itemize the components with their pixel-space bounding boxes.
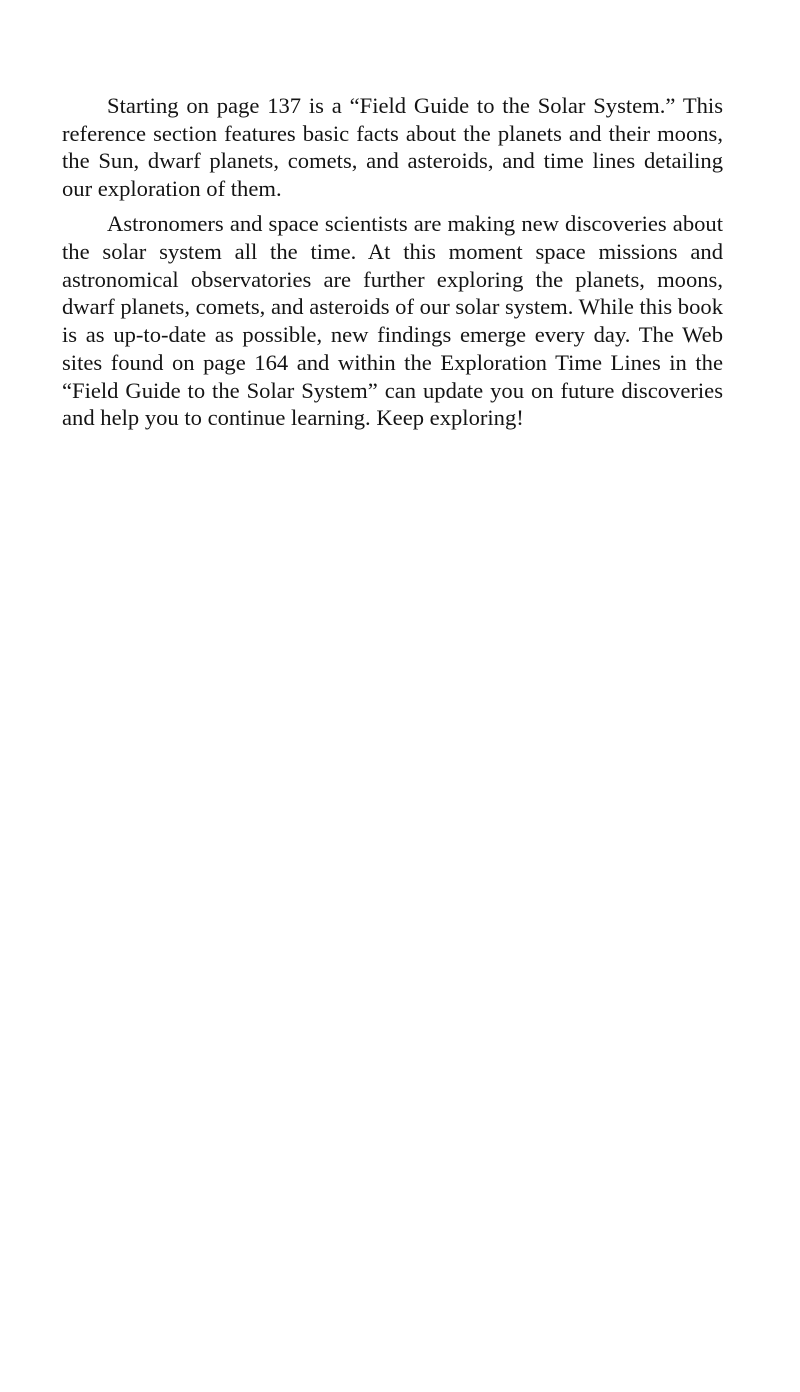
paragraph-new-discoveries: Astronomers and space scientists are making new discoveries about the solar system all the time. At this moment space missions and astronomical observatories are further exploring the planets, moons, dwarf planets, comets, and asteroids of our solar system. While this book is as up-to-date as possible, new findings emerge every day. The Web sites found on page 164 and within the Exploration Time Lines in the “Field Guide to the Solar System” can update you on future discoveries and help you to continue learning. Keep exploring! <box>62 211 723 431</box>
paragraph-field-guide: Starting on page 137 is a “Field Guide to the Solar System.” This reference section features basic facts about the planets and their moons, the Sun, dwarf planets, comets, and asteroids, and time lines detailing our exploration of them. <box>62 93 723 202</box>
page-body <box>62 92 723 439</box>
